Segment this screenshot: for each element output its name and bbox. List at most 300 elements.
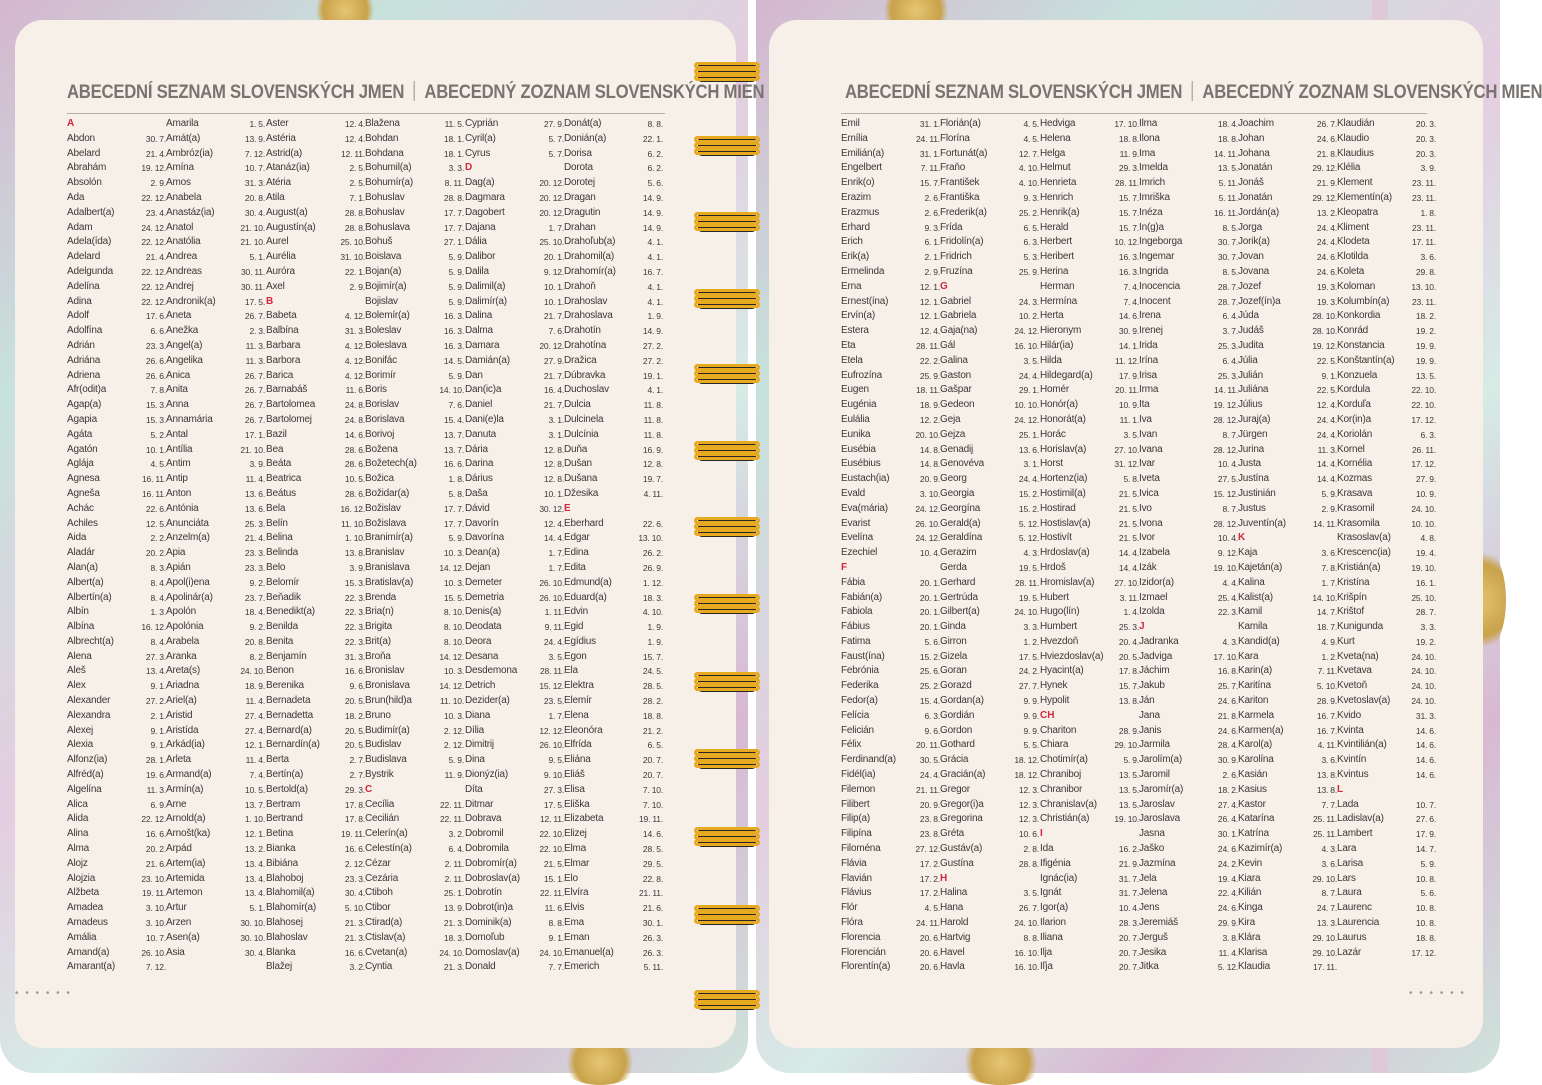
name-entry [465,383,564,398]
name-entry [166,635,265,650]
name-day-date: 2. 9. [150,178,166,189]
name-entry [1040,265,1139,280]
spiral-ring [694,515,762,540]
name-day-date: 13. 8. [1316,770,1337,781]
name-text: Bertold(a) [266,783,308,795]
name-day-date: 15. 2. [1018,503,1039,514]
name-entry [365,842,464,857]
name-entry [1040,295,1139,310]
name-entry [841,531,940,546]
name-day-date: 8. 10. [443,607,464,618]
name-entry [465,664,564,679]
name-text: Bartolomea [266,399,316,411]
name-text: Blažej [266,961,293,973]
name-day-date: 10. 1. [145,444,166,455]
name-day-date: 23. 11. [1412,178,1436,189]
name-day-date: 23. 4. [145,207,166,218]
name-text: Boleslava [365,339,407,351]
name-text: Dalma [465,325,493,337]
name-text: Apolinár(a) [166,591,213,603]
name-text: Erhard [841,221,870,233]
spiral-ring [694,210,762,235]
name-day-date: 23. 11. [1412,222,1436,233]
name-text: Cvetan(a) [365,946,408,958]
name-entry [1238,354,1337,369]
name-entry [67,916,166,931]
name-entry [1139,738,1238,753]
name-day-date: 21. 10. [240,237,265,248]
spiral-ring [694,747,762,772]
name-text: Lambert [1337,828,1373,840]
name-entry [365,827,464,842]
name-day-date: 20. 7. [642,755,663,766]
name-text: Anežka [166,325,199,337]
name-text: Chiara [1040,739,1069,751]
name-entry [1337,443,1436,458]
name-text: Amadeus [67,917,108,929]
name-text: Justa [1238,458,1261,470]
name-text: Krescenc(ia) [1337,547,1391,559]
name-entry [1139,664,1238,679]
name-entry [266,946,365,961]
name-day-date: 13. 8. [1118,696,1139,707]
name-entry [841,872,940,887]
name-entry [266,161,365,176]
name-entry [465,931,564,946]
name-day-date: 26. 10. [539,592,564,603]
name-text: Gejza [940,428,966,440]
name-text: Arpád [166,843,192,855]
name-day-date: 15. 3. [344,577,365,588]
name-entry [940,709,1039,724]
name-day-date: 14. 4. [1118,548,1139,559]
name-entry [1139,383,1238,398]
name-day-date: 9. 9. [1023,696,1039,707]
name-day-date: 14. 6. [642,829,663,840]
name-day-date: 3. 5. [1023,888,1039,899]
name-text: Arne [166,798,187,810]
name-text: Artem(ia) [166,857,206,869]
name-entry [564,117,663,132]
name-entry [1139,857,1238,872]
name-text: Iva [1139,413,1152,425]
name-text: Arabela [166,635,200,647]
name-entry [166,517,265,532]
name-entry [841,546,940,561]
name-entry [365,206,464,221]
name-day-date: 29. 10. [1114,740,1139,751]
name-text: Gabriela [940,310,977,322]
name-entry [365,250,464,265]
name-text: Lazár [1337,946,1362,958]
name-day-date: 16. 7. [1316,725,1337,736]
name-text: Dárius [465,473,493,485]
name-text: Božena [365,443,398,455]
name-day-date: 1. 11. [544,607,564,618]
name-day-date: 24. 8. [344,400,365,411]
name-entry [1238,250,1337,265]
name-text: Egon [564,650,587,662]
name-day-date: 24. 10. [1411,696,1436,707]
name-entry [67,132,166,147]
name-entry [564,398,663,413]
name-entry [365,398,464,413]
name-text: Jordán(a) [1238,206,1279,218]
name-day-date: 3. 9. [1420,163,1436,174]
name-text: Dagobert [465,206,505,218]
name-day-date: 2. 7. [349,755,365,766]
name-day-date: 8. 7. [1222,429,1238,440]
name-text: Blahomír(a) [266,902,317,914]
name-day-date: 27. 7. [1018,681,1039,692]
name-text: Ingrida [1139,265,1169,277]
name-day-date: 17. 1. [244,429,265,440]
name-text: Ilja [1040,946,1052,958]
name-text: Duňa [564,443,588,455]
name-day-date: 6. 3. [1023,237,1039,248]
name-text: Gregor(i)a [940,798,984,810]
name-text: Atila [266,191,285,203]
name-text: Domoslav(a) [465,946,520,958]
name-day-date: 1. 7. [548,710,564,721]
name-day-date: 21. 6. [642,903,663,914]
name-day-date: 29. 5. [642,858,663,869]
name-text: Gordon [940,724,973,736]
name-entry [266,783,365,798]
name-entry [940,931,1039,946]
name-column [564,117,663,975]
name-day-date: 20. 7. [1118,947,1139,958]
name-day-date: 15. 4. [443,414,464,425]
name-text: Gréta [940,828,965,840]
name-entry [841,457,940,472]
name-day-date: 5. 10. [344,903,365,914]
name-day-date: 14. 9. [642,326,663,337]
name-entry [1040,694,1139,709]
name-day-date: 22. 5. [1316,355,1337,366]
name-day-date: 24. 10. [1014,607,1039,618]
name-text: Jadranka [1139,635,1179,647]
name-day-date: 2. 5. [349,178,365,189]
name-text: Bojimír(a) [365,280,407,292]
name-day-date: 14. 6. [344,429,365,440]
name-text: Hynek [1040,680,1068,692]
name-text: Bystrik [365,769,394,781]
name-text: Izidor(a) [1139,576,1174,588]
name-day-date: 22. 3. [1217,607,1238,618]
name-entry [1337,324,1436,339]
name-entry [940,502,1039,517]
name-day-date: 11. 10. [341,518,365,529]
name-day-date: 4. 5. [924,903,940,914]
name-entry [1040,354,1139,369]
name-text: Budislav [365,739,402,751]
name-text: Belina [266,532,293,544]
name-text: Barbara [266,339,301,351]
name-day-date: 31. 7. [1118,873,1139,884]
name-entry [1040,812,1139,827]
name-day-date: 24. 12. [1014,414,1039,425]
name-entry [166,472,265,487]
name-text: Filipína [841,828,872,840]
name-text: Jazmína [1139,857,1176,869]
name-text: Horác [1040,428,1066,440]
name-text: Juraj(a) [1238,413,1271,425]
name-entry [1139,753,1238,768]
name-text: Dominik(a) [465,917,512,929]
name-entry [1337,561,1436,576]
name-text: Elo [564,872,578,884]
name-entry [266,517,365,532]
name-day-date: 30. 12. [539,503,564,514]
name-text: Inocent [1139,295,1171,307]
name-text: Jesika [1139,946,1167,958]
name-entry [1139,650,1238,665]
name-entry [266,798,365,813]
name-day-date: 13. 4. [244,873,265,884]
name-entry [365,235,464,250]
name-entry [841,635,940,650]
name-text: Ariel(a) [166,695,197,707]
name-column [266,117,365,975]
name-entry [1040,117,1139,132]
name-entry [67,354,166,369]
name-day-date: 2. 11. [444,858,464,869]
name-entry [67,428,166,443]
name-day-date: 6. 6. [150,326,166,337]
name-entry [465,857,564,872]
name-entry [365,517,464,532]
name-entry [365,191,464,206]
name-entry [67,901,166,916]
name-text: Budimír(a) [365,724,410,736]
name-day-date: 1. 7. [1321,577,1337,588]
name-text: Dobrotín [465,887,502,899]
name-entry [1139,176,1238,191]
name-day-date: 10. 5. [244,784,265,795]
name-entry [465,413,564,428]
name-text: Branimír(a) [365,532,413,544]
name-entry [166,280,265,295]
name-entry [266,591,365,606]
name-text: Ida [1040,843,1054,855]
name-entry [841,383,940,398]
name-day-date: 13. 7. [443,444,464,455]
name-entry [1337,591,1436,606]
name-entry [1139,798,1238,813]
name-text: Cyprián [465,118,499,129]
name-entry [1139,250,1238,265]
name-text: Konstancia [1337,339,1385,351]
name-day-date: 28. 11. [540,666,564,677]
name-text: Eustach(ia) [841,473,890,485]
name-day-date: 12. 4. [1316,400,1337,411]
name-entry [1238,295,1337,310]
name-entry [1238,768,1337,783]
name-day-date: 17. 6. [145,311,166,322]
name-entry [1040,309,1139,324]
name-entry [1040,931,1139,946]
name-entry [1238,443,1337,458]
name-text: Deodata [465,621,502,633]
name-text: Beáta [266,458,292,470]
name-entry [266,191,365,206]
name-day-date: 20. 12. [539,340,564,351]
name-day-date: 16. 7. [1316,710,1337,721]
name-text: Hromislav(a) [1040,576,1095,588]
header-sk: ABECEDNÝ ZOZNAM SLOVENSKÝCH MIEN [424,82,765,103]
name-entry [1238,191,1337,206]
letter-heading: I [1040,828,1043,840]
name-entry [465,591,564,606]
name-day-date: 16. 2. [1118,844,1139,855]
name-day-date: 26. 6. [145,355,166,366]
name-day-date: 12. 12. [539,725,564,736]
name-entry [67,605,166,620]
name-day-date: 7. 11. [920,163,940,174]
name-day-date: 4. 11. [1317,740,1337,751]
name-entry [465,916,564,931]
name-day-date: 5. 3. [1023,252,1039,263]
name-day-date: 26. 10. [915,518,940,529]
name-day-date: 10. 10. [1411,518,1436,529]
name-text: Gaston [940,369,972,381]
name-entry [1139,576,1238,591]
name-entry [564,206,663,221]
name-day-date: 23. 3. [244,548,265,559]
name-entry [940,901,1039,916]
name-day-date: 27. 4. [244,725,265,736]
name-entry [1139,428,1238,443]
name-entry [1040,280,1139,295]
name-text: Dobromír(a) [465,857,517,869]
name-text: Larisa [1337,857,1364,869]
name-text: Hilár(ia) [1040,339,1074,351]
name-entry [940,605,1039,620]
name-text: Havel [940,946,965,958]
name-day-date: 4. 1. [647,281,663,292]
name-text: Desana [465,650,499,662]
name-entry [940,916,1039,931]
header-separator [1192,81,1193,101]
name-day-date: 22. 12. [141,237,166,248]
name-text: Danuta [465,428,497,440]
name-day-date: 16. 10. [1014,947,1039,958]
name-text: Geja [940,413,961,425]
name-text: Elektra [564,680,594,692]
name-entry [1040,413,1139,428]
name-entry [1139,339,1238,354]
name-text: Kalina [1238,576,1265,588]
name-day-date: 3. 6. [1321,858,1337,869]
name-entry [1238,117,1337,132]
name-entry [1238,221,1337,236]
name-entry [841,842,940,857]
name-day-date: 4. 3. [1023,548,1039,559]
name-day-date: 23. 8. [919,814,940,825]
name-text: Benedikt(a) [266,606,315,618]
name-text: Lars [1337,872,1356,884]
name-text: Jaroslava [1139,813,1180,825]
name-entry [841,650,940,665]
name-text: Celestín(a) [365,843,412,855]
name-text: Albrecht(a) [67,635,114,647]
name-entry [940,117,1039,132]
name-day-date: 3. 6. [1321,755,1337,766]
name-entry [1337,872,1436,887]
name-entry [1040,176,1139,191]
name-day-date: 24. 6. [1316,266,1337,277]
name-day-date: 25. 11. [1313,829,1337,840]
name-text: Edmund(a) [564,576,612,588]
letter-heading: K [1238,532,1246,544]
name-column [1238,117,1337,975]
name-day-date: 13. 9. [443,903,464,914]
name-day-date: 14. 5. [443,355,464,366]
name-day-date: 4. 12. [344,370,365,381]
name-entry [1040,443,1139,458]
name-day-date: 1. 10. [344,533,365,544]
name-entry [67,295,166,310]
name-day-date: 26. 10. [539,577,564,588]
name-entry [67,768,166,783]
name-day-date: 28. 4. [1217,740,1238,751]
name-text: Herta [1040,310,1064,322]
name-entry [1139,369,1238,384]
name-day-date: 7. 7. [1321,799,1337,810]
name-entry [266,872,365,887]
name-text: Kvintín [1337,754,1367,766]
name-entry [940,517,1039,532]
name-text: Bela [266,502,286,514]
name-text: Evald [841,487,866,499]
name-text: Kornélia [1337,458,1373,470]
name-text: Alojzia [67,872,96,884]
name-text: Klementín(a) [1337,191,1392,203]
name-text: Izmael [1139,591,1168,603]
name-text: Aleš [67,665,86,677]
name-text: Júda [1238,310,1259,322]
name-text: Dorisa [564,147,592,159]
name-day-date: 17. 7. [443,207,464,218]
name-day-date: 21. 2. [642,725,663,736]
name-day-date: 3. 9. [349,562,365,573]
name-text: Kiara [1238,872,1261,884]
name-text: Blahoboj [266,872,304,884]
name-text: Klaudia [1238,961,1270,973]
name-day-date: 27. 3. [543,784,564,795]
name-entry [67,946,166,961]
name-entry [1040,605,1139,620]
name-day-date: 16. 6. [145,829,166,840]
name-text: Bertrand [266,813,303,825]
name-day-date: 24. 4. [919,770,940,781]
spiral-ring [694,592,762,617]
name-text: Ginda [940,621,966,633]
name-day-date: 20. 5. [344,725,365,736]
name-day-date: 29. 12. [1312,192,1337,203]
name-entry [841,916,940,931]
name-entry [841,117,940,132]
name-text: Adalbert(a) [67,206,115,218]
name-entry [940,472,1039,487]
name-text: Emil [841,118,860,129]
name-text: Drahotína [564,339,607,351]
name-entry [1238,738,1337,753]
name-day-date: 7. 6. [448,400,464,411]
spiral-ring [694,670,762,695]
name-entry [940,309,1039,324]
